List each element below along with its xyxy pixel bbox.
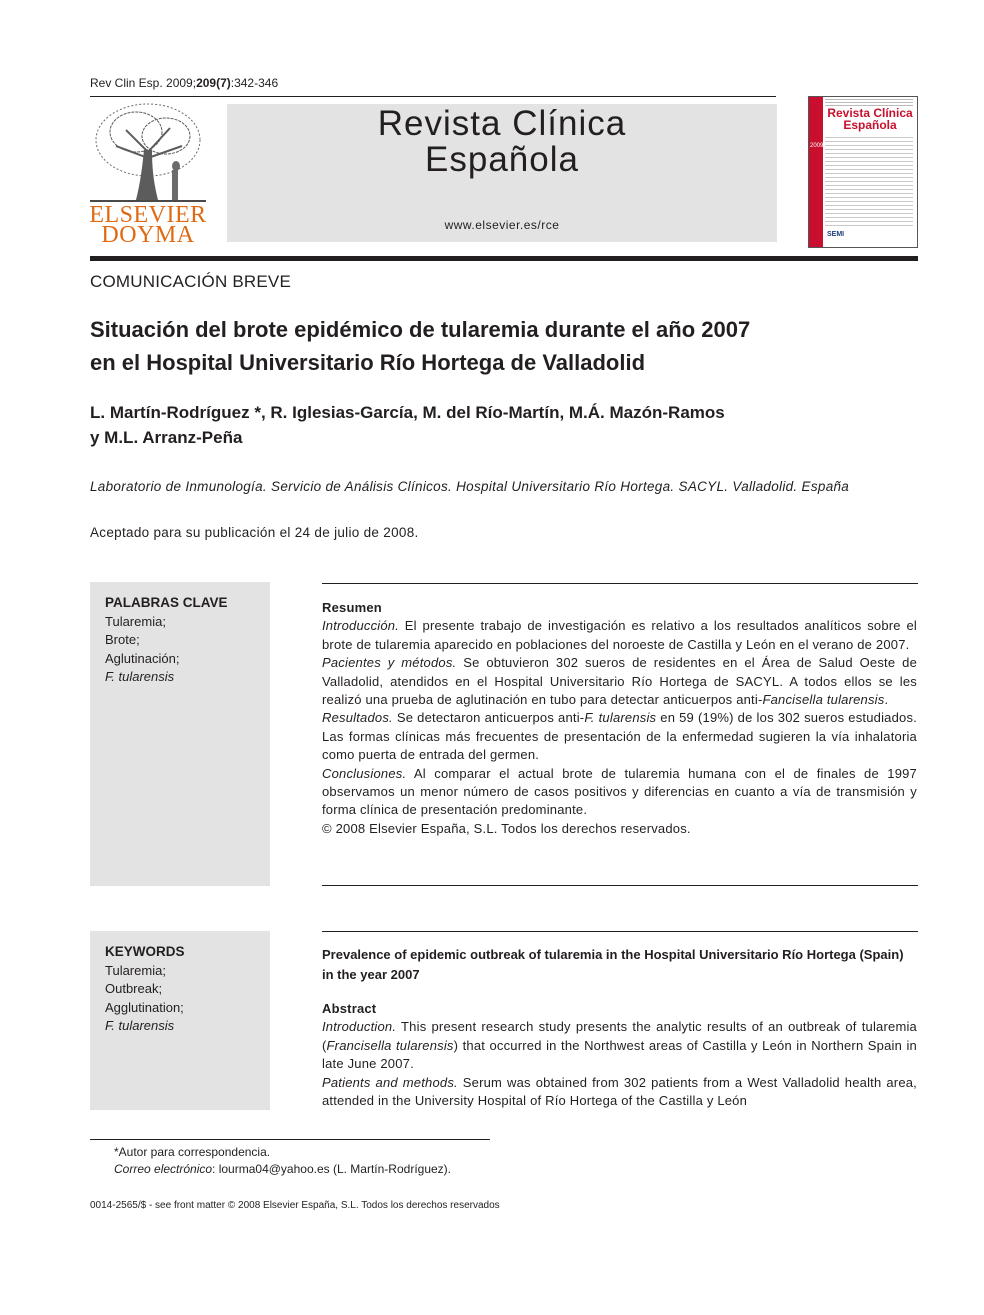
resumen-results-organism: F. tularensis — [584, 710, 657, 726]
citation — [90, 76, 278, 90]
abstract-methods — [322, 1074, 917, 1111]
keyword-item: Outbreak; — [105, 981, 163, 997]
cover-title-line2: Española — [843, 118, 897, 132]
resumen-block — [322, 599, 917, 838]
authors-line2: y M.L. Arranz-Peña — [90, 428, 243, 447]
journal-title — [227, 106, 777, 178]
keywords-en-box — [90, 931, 270, 1110]
resumen-bottom-rule — [322, 885, 918, 886]
elsevier-logo — [86, 100, 210, 246]
cover-title-line1: Revista Clínica — [827, 106, 913, 120]
english-title: Prevalence of epidemic outbreak of tularemia in the Hospital Universitario Río Hortega (Spain) in the year 2007 — [322, 947, 904, 982]
resumen-intro-text: El presente trabajo de investigación es relativo a los resultados analíticos sobre el brote de tularemia aparecido en poblaciones del noroeste de Castilla y León en el verano de 2007. — [322, 618, 917, 652]
abstract-intro-organism: Francisella tularensis — [326, 1037, 454, 1053]
resumen-conclusions-label: Conclusiones. — [322, 765, 407, 781]
cover-red-band — [809, 97, 823, 247]
accepted-date: Aceptado para su publicación el 24 de julio de 2008. — [90, 525, 419, 540]
keyword-item: Tularemia; — [105, 963, 166, 978]
resumen-top-rule — [322, 583, 918, 584]
cover-year: 2009 — [810, 143, 824, 149]
keywords-es-heading: PALABRAS CLAVE — [105, 595, 228, 610]
abstract-intro-label: Introduction. — [322, 1019, 397, 1035]
abstract-intro-text: This present research study presents the analytic results of an outbreak of tularemia ( — [322, 1019, 917, 1053]
abstract-en-block — [322, 1000, 917, 1110]
footnote-rule — [90, 1139, 490, 1140]
keywords-en-heading: KEYWORDS — [105, 944, 185, 959]
journal-title-line1: Revista Clínica — [377, 104, 627, 143]
keyword-item: Brote; — [105, 632, 140, 648]
keyword-item: Aglutinación; — [105, 650, 180, 666]
section-type: COMUNICACIÓN BREVE — [90, 272, 292, 291]
journal-title-line2: Española — [425, 140, 579, 179]
keyword-item: F. tularensis — [105, 669, 175, 685]
authors-line1: L. Martín-Rodríguez *, R. Iglesias-García, M. del Río-Martín, M.Á. Mazón-Ramos — [90, 403, 725, 422]
abstract-introduction — [322, 1018, 917, 1073]
resumen-copyright: © 2008 Elsevier España, S.L. Todos los derechos reservados. — [322, 820, 691, 836]
citation-volume: 209(7) — [196, 76, 231, 90]
cover-title — [825, 107, 915, 131]
tree-icon — [86, 100, 210, 204]
abstract-heading: Abstract — [322, 1001, 377, 1016]
resumen-conclusions-text: Al comparar el actual brote de tularemia humana con el de finales de 1997 observamos un menor número de casos positivos y diferencias en cuanto a vía de transmisión y forma clínica de presentación predominante. — [322, 765, 917, 818]
header-thick-rule — [90, 256, 918, 261]
citation-prefix: Rev Clin Esp. 2009; — [90, 76, 197, 90]
resumen-methods — [322, 654, 917, 709]
abstract-intro-text-end: ) that occurred in the Northwest areas of Castilla y León in Northern Spain in late June 2007. — [322, 1037, 917, 1072]
keyword-item: Tularemia; — [105, 614, 166, 629]
resumen-methods-text-end: . — [884, 692, 889, 708]
journal-url[interactable]: www.elsevier.es/rce — [444, 218, 560, 232]
citation-pages: :342-346 — [230, 76, 279, 90]
resumen-results-text: Se detectaron anticuerpos anti- — [392, 710, 585, 726]
resumen-results-label: Resultados. — [322, 710, 393, 726]
abstract-methods-label: Patients and methods. — [322, 1074, 458, 1090]
resumen-methods-organism: Fancisella tularensis — [762, 692, 885, 708]
footnote-email-text: : lourma04@yahoo.es (L. Martín-Rodríguez). — [212, 1162, 451, 1176]
footnote-author: *Autor para correspondencia. — [114, 1145, 271, 1159]
cover-society-logo: SEMI — [827, 231, 845, 238]
page-footer: 0014-2565/$ - see front matter © 2008 Elsevier España, S.L. Todos los derechos reservados — [90, 1200, 500, 1211]
footnote-email — [114, 1160, 451, 1178]
abstract-en-top-rule — [322, 931, 918, 932]
resumen-introduction — [322, 617, 917, 654]
header-rule — [90, 96, 776, 97]
resumen-methods-label: Pacientes y métodos. — [322, 655, 457, 671]
abstract-methods-text: Serum was obtained from 302 patients from a West Valladolid health area, attended in the University Hospital of Río Hortega of the Castilla y León — [322, 1074, 917, 1109]
cover-contents-lines — [825, 137, 913, 227]
keyword-item: Agglutination; — [105, 999, 184, 1015]
article-title — [90, 313, 920, 379]
resumen-methods-text: Se obtuvieron 302 sueros de residentes en el Área de Salud Oeste de Valladolid, atendidos en el Hospital Universitario Río Hortega de SACYL. A todos ellos se les realizó una prueba de aglutinación en tubo para detectar anticuerpos anti- — [322, 655, 917, 708]
affiliation: Laboratorio de Inmunología. Servicio de Análisis Clínicos. Hospital Universitario Río Hortega. SACYL. Valladolid. España — [90, 479, 850, 494]
resumen-results-text-end: en 59 (19%) de los 302 sueros estudiados. Las formas clínicas más frecuentes de presentación de la enfermedad sugieren la vía inhalatoria como puerta de entrada del germen. — [322, 710, 917, 763]
article-title-line2: en el Hospital Universitario Río Hortega de Valladolid — [90, 350, 646, 375]
authors — [90, 400, 920, 450]
keywords-es-box — [90, 582, 270, 886]
publisher-name-line2: DOYMA — [101, 222, 195, 248]
keyword-item: F. tularensis — [105, 1018, 175, 1034]
resumen-conclusions — [322, 765, 917, 820]
footnote-email-label: Correo electrónico — [114, 1162, 213, 1176]
resumen-results — [322, 709, 917, 764]
publisher-name-line1: ELSEVIER — [89, 202, 207, 228]
journal-cover-thumbnail — [808, 96, 918, 248]
article-title-line1: Situación del brote epidémico de tularemia durante el año 2007 — [90, 317, 751, 342]
resumen-heading: Resumen — [322, 600, 382, 615]
resumen-intro-label: Introducción. — [322, 618, 400, 634]
